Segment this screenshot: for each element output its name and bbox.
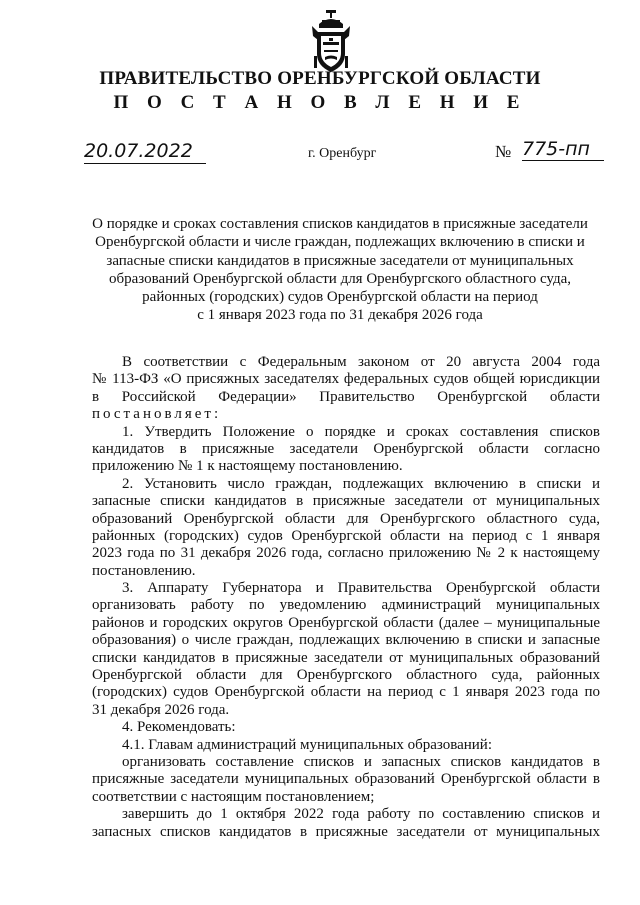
body-line: 3. Аппарату Губернатора и Правительства Оренбургской области: [122, 580, 600, 597]
body-line: запасных списков кандидатов в присяжные заседатели от муниципальных: [92, 823, 600, 840]
body-line: в Российской Федерации» Правительство Оренбургской области: [92, 388, 600, 405]
body-line: (городских) судов Оренбургской области на период с 1 января 2023 года по: [92, 684, 600, 701]
heading-line: О порядке и сроках составления списков кандидатов в присяжные заседатели: [92, 216, 588, 232]
document-heading: [70, 215, 610, 325]
document-date: 20.07.2022: [84, 140, 206, 164]
document-number: 775-пп: [522, 138, 604, 161]
body-line: 2. Установить число граждан, подлежащих включению в списки и: [122, 475, 600, 492]
body-line: 31 декабря 2026 года.: [92, 701, 230, 718]
body-line: организовать работу по уведомлению администраций муниципальных: [92, 597, 600, 614]
body-line: районных (городских) судов Оренбургской области на период с 1 января: [92, 527, 600, 544]
body-line: № 113-ФЗ «О присяжных заседателях федеральных судов общей юрисдикции: [92, 371, 600, 388]
body-line: завершить до 1 октября 2022 года работу по составлению списков и: [122, 806, 600, 823]
body-line: Оренбургской области для Оренбургского областного суда, районных: [92, 667, 600, 684]
coat-of-arms-emblem: [310, 10, 352, 74]
body-line: 2023 года по 31 декабря 2026 года, согласно приложению № 2 к настоящему: [92, 545, 600, 562]
body-line: приложению № 1 к настоящему постановлению.: [92, 458, 403, 475]
body-line: районов и городских округов Оренбургской области (далее – муниципальные: [92, 614, 600, 631]
document-body: [92, 354, 600, 841]
body-line: запасные списки кандидатов в присяжные заседатели от муниципальных: [92, 493, 600, 510]
body-line: 4.1. Главам администраций муниципальных образований:: [122, 736, 492, 753]
city-name: г. Оренбург: [308, 146, 377, 161]
government-title: ПРАВИТЕЛЬСТВО ОРЕНБУРГСКОЙ ОБЛАСТИ: [99, 68, 541, 89]
heading-line: запасные списки кандидатов в присяжные заседатели от муниципальных: [106, 252, 574, 269]
body-line: образования) о числе граждан, подлежащих включению в списки и запасные: [92, 632, 600, 649]
document-type-title: П О С Т А Н О В Л Е Н И Е: [113, 92, 527, 113]
body-line: В соответствии с Федеральным законом от 20 августа 2004 года: [122, 354, 600, 370]
body-line: присяжные заседатели муниципальных образований Оренбургской области в: [92, 771, 600, 788]
number-sign: №: [495, 142, 512, 161]
body-line: образований Оренбургской области для Оренбургского областного суда,: [92, 510, 600, 527]
heading-line: Оренбургской области и числе граждан, подлежащих включению в списки и: [95, 234, 585, 251]
heading-line: с 1 января 2023 года по 31 декабря 2026 года: [197, 307, 483, 324]
body-line: списки кандидатов в присяжные заседатели от муниципальных образований: [92, 649, 600, 666]
body-line: 4. Рекомендовать:: [122, 719, 236, 736]
body-line: организовать составление списков и запасных списков кандидатов в: [122, 753, 600, 770]
body-line: постановляет:: [92, 406, 222, 423]
heading-line: образований Оренбургской области для Оренбургского областного суда,: [108, 270, 572, 287]
body-line: соответствии с настоящим постановлением;: [92, 788, 375, 805]
body-line: постановлению.: [92, 562, 196, 579]
body-line: кандидатов в присяжные заседатели Оренбургской области согласно: [92, 440, 600, 457]
body-line: 1. Утвердить Положение о порядке и сроках составления списков: [122, 423, 600, 440]
heading-line: районных (городских) судов Оренбургской области на период: [142, 289, 538, 306]
